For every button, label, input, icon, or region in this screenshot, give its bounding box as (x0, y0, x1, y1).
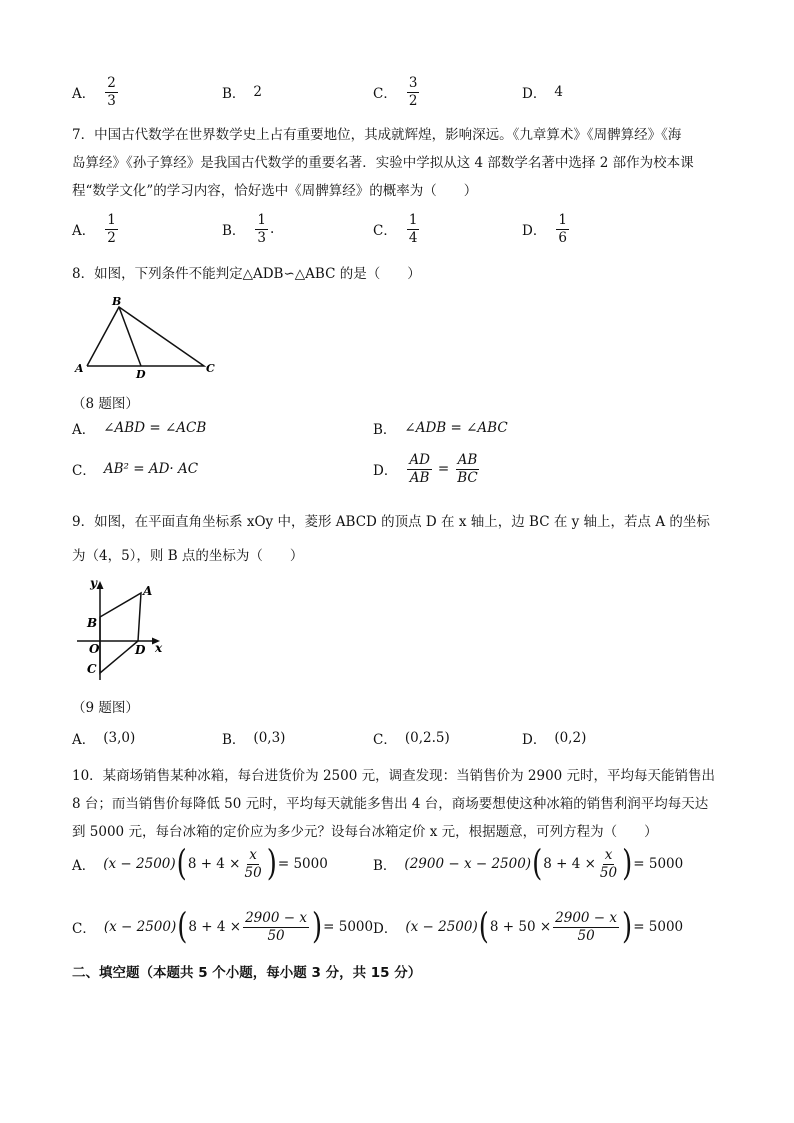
equation-inner: 8 + 4 × (188, 919, 242, 935)
option-label: B． (222, 732, 246, 748)
option-label: A． (72, 858, 96, 874)
option-label: A． (72, 422, 96, 438)
left-paren: ( (176, 843, 187, 885)
equation-inner: 8 + 4 × (187, 856, 241, 872)
q9-line-2: 为（4，5），则 B 点的坐标为（ ） (72, 548, 304, 564)
option-label: B． (222, 86, 246, 102)
right-paren: ) (266, 843, 277, 885)
q9-line-1: 9．如图，在平面直角坐标系 xOy 中，菱形 ABCD 的顶点 D 在 x 轴上，边 BC 在 y 轴上，若点 A 的坐标 (72, 514, 710, 530)
option-label: C． (72, 463, 96, 479)
q8-triangle-figure (72, 294, 222, 378)
q8-option-a[interactable] (72, 416, 206, 440)
equation-factor: (2900 − x − 2500) (404, 856, 532, 872)
segment-bd (119, 307, 141, 366)
option-label: D． (522, 223, 547, 239)
point-a-label: A (75, 362, 84, 375)
option-label: A． (72, 732, 96, 748)
option-label: B． (373, 422, 397, 438)
q6-option-b[interactable] (222, 72, 262, 112)
option-value: ∠ABD = ∠ACB (103, 420, 207, 436)
option-label: D． (373, 463, 398, 479)
option-label: C． (72, 921, 96, 937)
equation-inner: 8 + 4 × (543, 856, 596, 872)
q10-stem (72, 762, 732, 846)
option-value: 2 (253, 84, 263, 100)
point-b-label: B (87, 616, 98, 630)
q7-option-b[interactable] (222, 209, 274, 249)
right-paren: ) (622, 906, 633, 948)
fraction: $\frac{x}{50}$ (244, 847, 262, 881)
option-value: (0,2) (554, 730, 587, 746)
section-2-title: 二、填空题（本题共 5 个小题，每小题 3 分，共 15 分） (72, 965, 422, 981)
q9-option-c[interactable] (373, 726, 450, 750)
equation-factor: (x − 2500) (103, 856, 176, 872)
fraction: $\frac{1}{6}$ (558, 212, 567, 246)
q10-line-2: 8 台；而当销售价每降低 50 元时，平均每天就能多售出 4 台，商场要想使这种冰箱的销售利润平均每天达 (72, 796, 709, 812)
equals-sign: = (437, 461, 450, 477)
q10-option-d[interactable] (373, 905, 683, 949)
q10-option-a[interactable] (72, 842, 328, 886)
point-b-label: B (112, 295, 122, 308)
option-value: AB² = AD· AC (103, 461, 199, 477)
option-label: A． (72, 86, 96, 102)
q7-line-1: 7．中国古代数学在世界数学史上占有重要地位，其成就辉煌，影响深远。《九章算术》《周髀算经》《海 (72, 127, 682, 143)
q9-stem (72, 508, 732, 570)
fraction-ad-ab: $\frac{AD}{AB}$ (409, 452, 430, 486)
fraction: $\frac{x}{50}$ (599, 847, 618, 881)
option-value: (3,0) (103, 730, 136, 746)
option-label: D． (522, 732, 547, 748)
option-suffix: . (270, 221, 275, 237)
q8-option-b[interactable] (373, 416, 508, 440)
equation-result: = 5000 (277, 856, 328, 872)
q9-coordinate-figure (72, 575, 172, 685)
fraction-ab-bc: $\frac{AB}{BC}$ (457, 452, 478, 486)
q9-figure-caption: （9 题图） (72, 700, 139, 716)
fraction: $\frac{1}{3}$ (257, 212, 267, 246)
fraction: $\frac{1}{2}$ (107, 212, 116, 246)
left-paren: ( (532, 843, 543, 885)
point-d-label: D (136, 368, 146, 378)
option-value: ∠ADB = ∠ABC (404, 420, 508, 436)
q7-line-3: 程“数学文化”的学习内容，恰好选中《周髀算经》的概率为（ ） (72, 183, 478, 199)
q10-option-c[interactable] (72, 905, 373, 949)
rhombus-abcd (100, 593, 141, 673)
q10-line-1: 10．某商场销售某种冰箱，每台进货价为 2500 元，调查发现：当销售价为 2900 元时，平均每天能销售出 (72, 768, 716, 784)
q10-line-3: 到 5000 元，每台冰箱的定价应为多少元？设每台冰箱定价 x 元，根据题意，可列方程为（ ） (72, 824, 658, 840)
option-value: (0,3) (253, 730, 286, 746)
q9-option-a[interactable] (72, 726, 135, 750)
y-axis-arrow (97, 581, 104, 589)
option-label: C． (373, 86, 397, 102)
q7-option-c[interactable] (373, 209, 421, 249)
q7-option-a[interactable] (72, 209, 120, 249)
equation-factor: (x − 2500) (405, 919, 478, 935)
q6-option-c[interactable] (373, 72, 421, 112)
q8-stem: 8．如图，下列条件不能判定△ADB∽△ABC 的是（ ） (72, 266, 421, 282)
option-label: B． (222, 223, 246, 239)
q8-option-c[interactable] (72, 449, 198, 489)
point-a-label: A (143, 584, 153, 598)
option-value: (0,2.5) (404, 730, 450, 746)
option-value: 4 (554, 84, 563, 100)
equation-result: = 5000 (323, 919, 374, 935)
fraction: $\frac{1}{4}$ (408, 212, 418, 246)
triangle-abc (87, 307, 204, 366)
option-label: A． (72, 223, 96, 239)
q7-option-d[interactable] (522, 209, 571, 249)
origin-label: O (89, 642, 100, 656)
y-axis-label: y (90, 576, 97, 590)
fraction: $\frac{2}{3}$ (107, 75, 116, 109)
equation-inner: 8 + 50 × (489, 919, 552, 935)
q7-stem (72, 121, 732, 205)
fraction: $\frac{2900 - x}{50}$ (555, 910, 618, 944)
fraction: $\frac{3}{2}$ (408, 75, 418, 109)
point-c-label: C (87, 662, 97, 676)
q7-line-2: 岛算经》《孙子算经》是我国古代数学的重要名著．实验中学拟从这 4 部数学名著中选择 2 部作为校本课 (72, 155, 694, 171)
x-axis-label: x (155, 641, 163, 655)
q10-option-b[interactable] (373, 842, 683, 886)
q8-figure-caption: （8 题图） (72, 396, 139, 412)
equation-factor: (x − 2500) (103, 919, 177, 935)
right-paren: ) (622, 843, 633, 885)
left-paren: ( (177, 906, 188, 948)
q9-option-d[interactable] (522, 726, 586, 750)
point-c-label: C (206, 362, 215, 375)
option-label: C． (373, 223, 397, 239)
option-label: D． (373, 921, 398, 937)
option-label: D． (522, 86, 547, 102)
option-label: B． (373, 858, 397, 874)
left-paren: ( (478, 906, 489, 948)
option-label: C． (373, 732, 397, 748)
right-paren: ) (311, 906, 323, 948)
q9-option-b[interactable] (222, 726, 285, 750)
q6-option-d[interactable] (522, 72, 563, 112)
fraction: $\frac{2900 - x}{50}$ (245, 910, 307, 944)
equation-result: = 5000 (633, 919, 684, 935)
equation-result: = 5000 (633, 856, 684, 872)
q8-option-d[interactable] (373, 449, 482, 489)
point-d-label: D (135, 643, 146, 657)
q6-option-a[interactable] (72, 72, 120, 112)
